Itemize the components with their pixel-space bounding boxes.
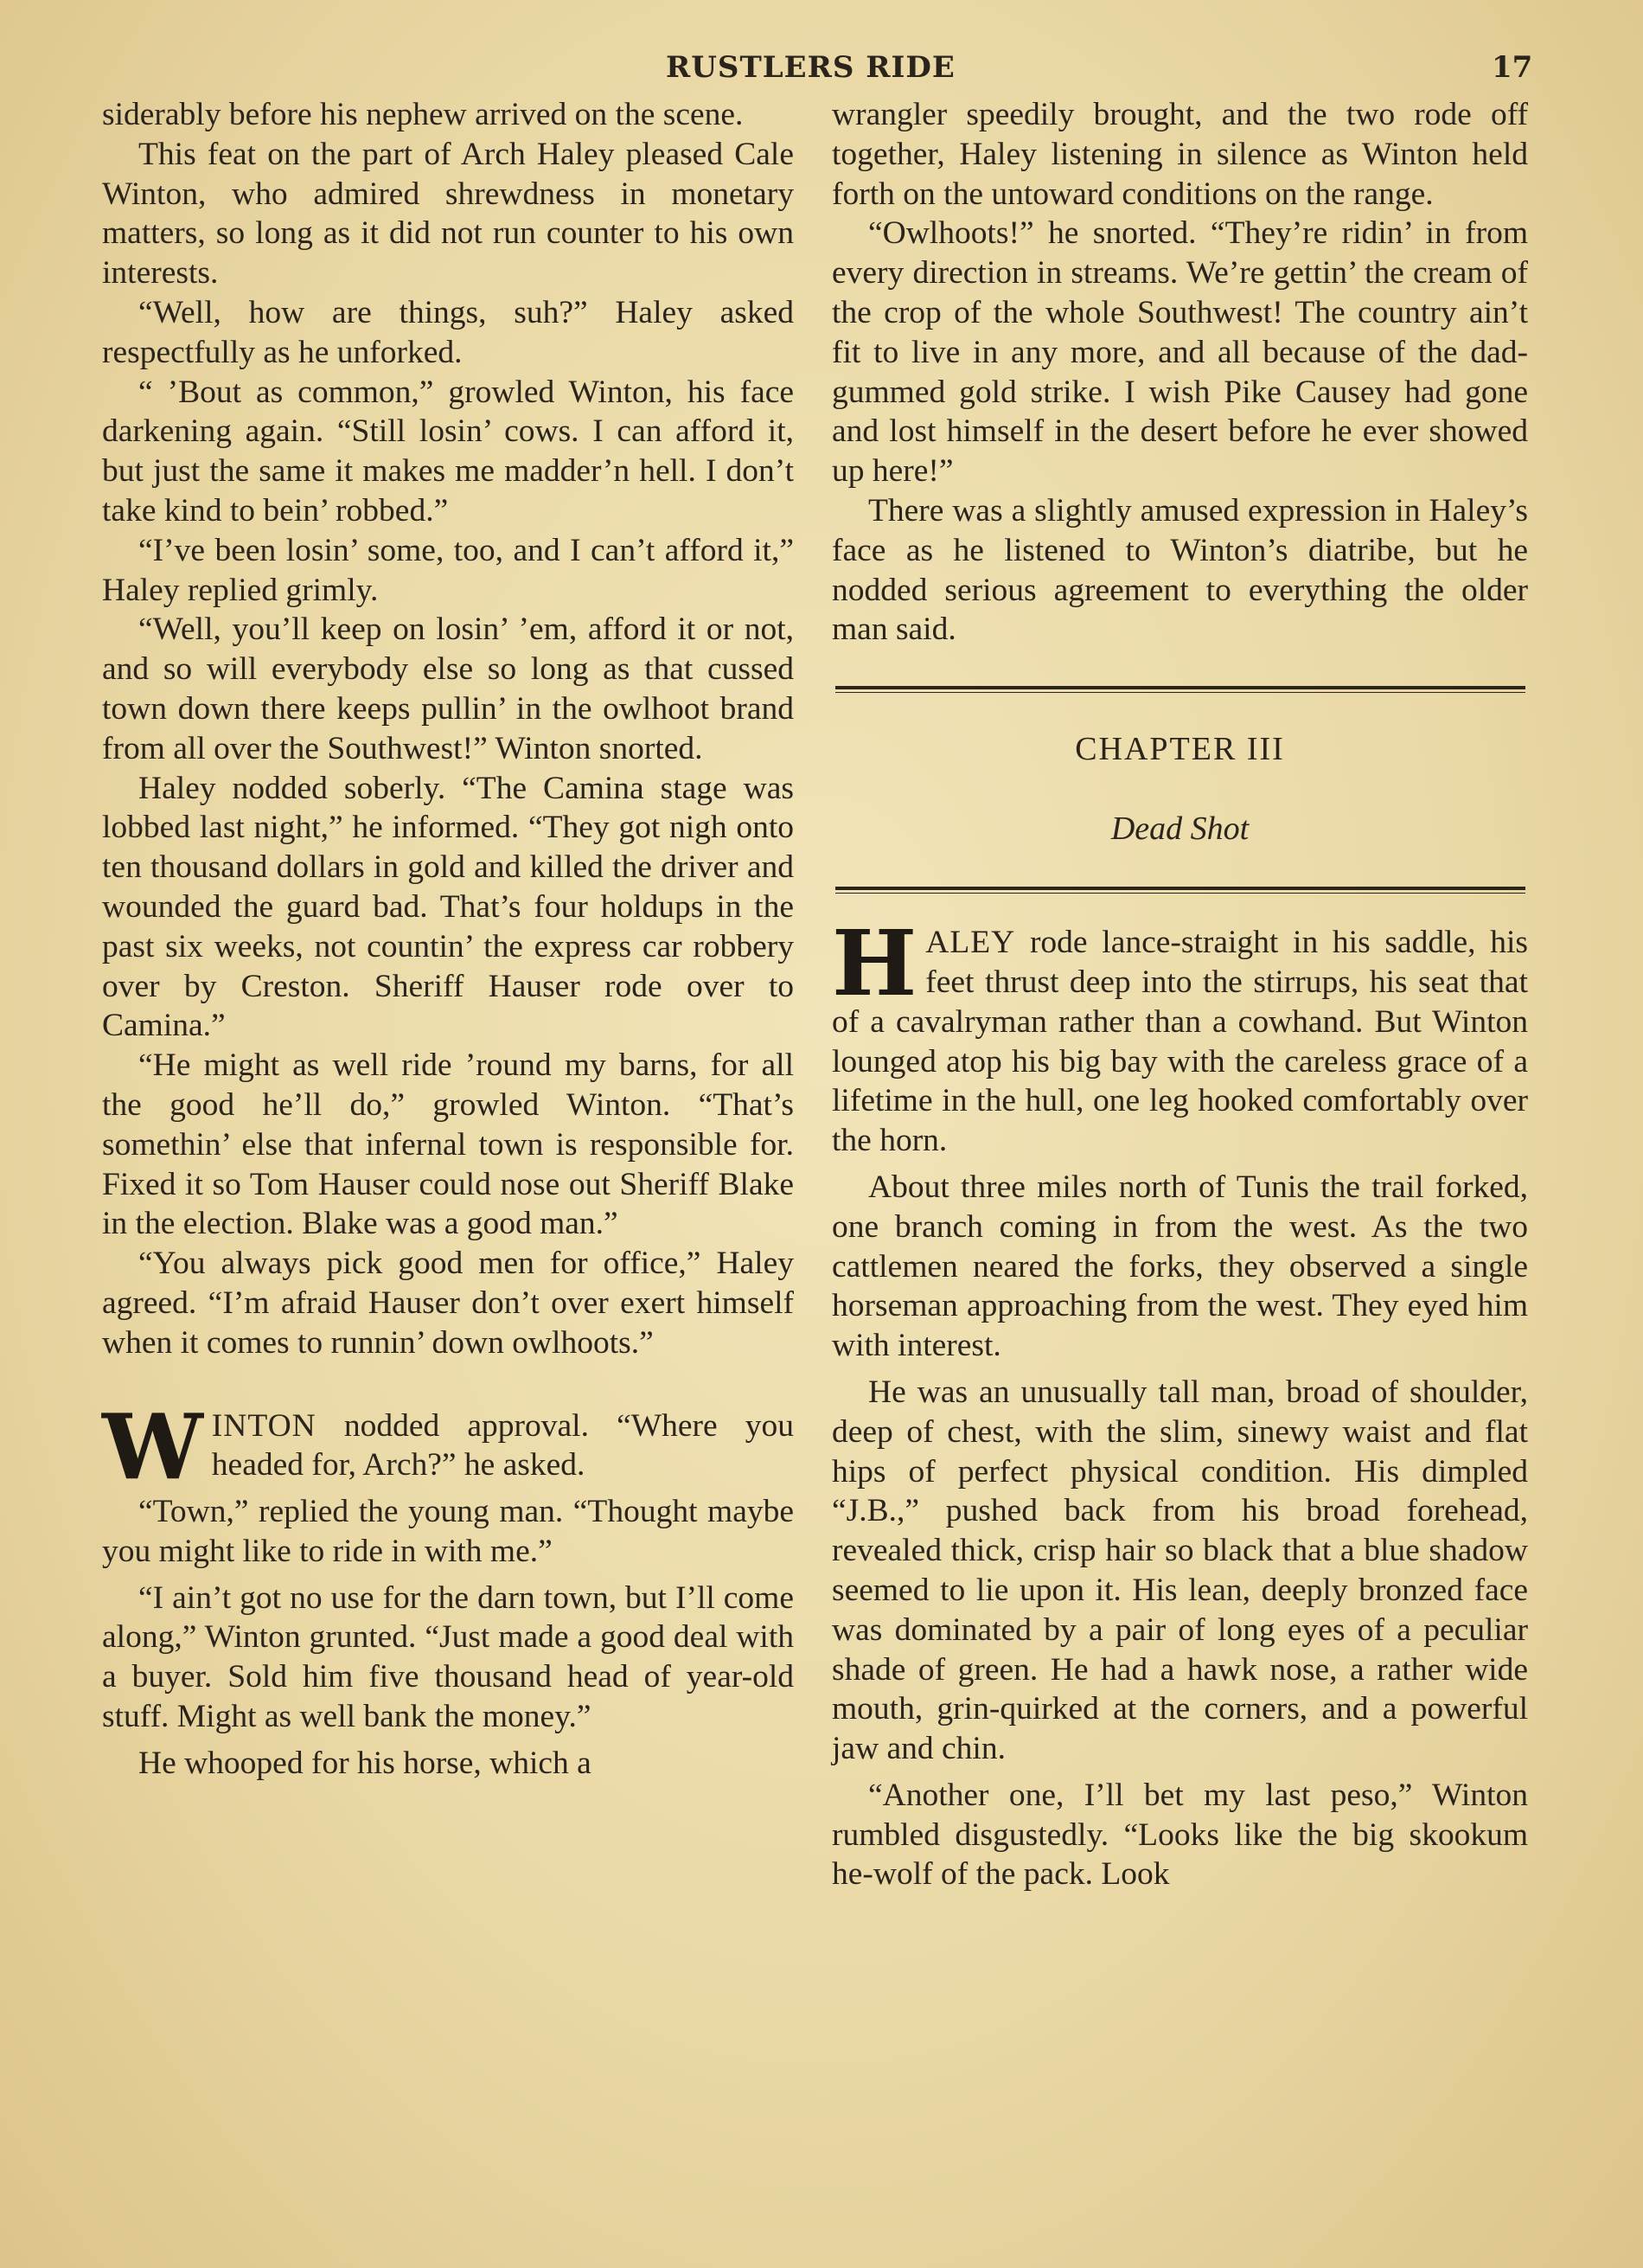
drop-cap: W xyxy=(102,1393,203,1500)
paragraph: “Town,” replied the young man. “Thought maybe you might like to ride in with me.” xyxy=(102,1494,794,1569)
paragraph: He whooped for his horse, which a xyxy=(138,1745,591,1781)
paragraph: “Well, you’ll keep on losin’ ’em, afford it or not, and so will everybody else so long as that cussed town down there keeps pullin’ in the owlhoot brand from all over the Southwest!” Winton snorted. xyxy=(102,612,794,766)
dropcap-paragraph xyxy=(102,1393,794,1500)
paragraph: siderably before his nephew arrived on the scene. xyxy=(102,97,744,132)
running-title: RUSTLERS RIDE xyxy=(666,50,956,85)
right-column xyxy=(832,95,1528,1894)
drop-cap: H xyxy=(832,910,917,1017)
paragraph: “You always pick good men for office,” Haley agreed. “I’m afraid Hauser don’t over exert himself when it comes to runnin’ down owlhoots.” xyxy=(102,1246,794,1361)
paragraph: “He might as well ride ’round my barns, for all the good he’ll do,” growled Winton. “That’s somethin’ else that infernal town is responsible for. Fixed it so Tom Hauser could nose out Sheriff Blake in the election. Blake was a good man.” xyxy=(102,1048,794,1242)
chapter-rule-bottom xyxy=(835,887,1525,894)
paragraph: He was an unusually tall man, broad of shoulder, deep of chest, with the slim, sinewy waist and flat hips of perfect physical condition. His dimpled “J.B.,” pushed back from his broad forehead, revealed thick, crisp hair so black that a blue shadow seemed to lie upon it. His lean, deeply bronzed face was dominated by a pair of long eyes of a peculiar shade of green. He had a hawk nose, a rather wide mouth, grin-quirked at the corners, and a powerful jaw and chin. xyxy=(832,1374,1528,1767)
page-number: 17 xyxy=(1492,50,1533,85)
chapter-rule-top xyxy=(835,686,1525,693)
section-break xyxy=(102,1363,794,1406)
lead-in-caps: ALEY xyxy=(925,925,1016,961)
paragraph-text: nodded approval. “Where you headed for, Arch?” he asked. xyxy=(211,1407,794,1483)
lead-in-caps: INTON xyxy=(211,1407,316,1444)
page-header xyxy=(0,50,1643,93)
paragraph: “ ’Bout as common,” growled Winton, his face darkening again. “Still losin’ cows. I can afford it, but just the same it makes me madder’n hell. I don’t take kind to bein’ robbed.” xyxy=(102,374,794,529)
dropcap-paragraph xyxy=(832,910,1528,1161)
chapter-title: Dead Shot xyxy=(1110,810,1250,848)
paragraph: wrangler speedily brought, and the two rode off together, Haley listening in silence as Winton held forth on the untoward conditions on the range. xyxy=(832,97,1528,212)
paragraph: “Owlhoots!” he snorted. “They’re ridin’ in from every direction in streams. We’re gettin’ the cream of the crop of the whole Southwest! The country ain’t fit to live in any more, and all because of the dad-gummed gold strike. I wish Pike Causey had gone and lost himself in the desert before he ever showed up here!” xyxy=(832,215,1528,490)
paragraph-text: rode lance-straight in his saddle, his feet thrust deep into the stirrups, his seat that of a cavalryman rather than a cowhand. But Winton lounged atop his big bay with the careless grace of a lifetime in the hull, one leg hooked comfortably over the horn. xyxy=(832,925,1528,1159)
chapter-number: CHAPTER III xyxy=(1075,731,1285,768)
paragraph: About three miles north of Tunis the trail forked, one branch coming in from the west. As the two cattlemen neared the forks, they observed a single horseman approaching from the west. They eyed him with interest. xyxy=(832,1169,1528,1364)
paragraph: “Another one, I’ll bet my last peso,” Winton rumbled disgustedly. “Looks like the big skookum he-wolf of the pack. Look xyxy=(832,1777,1528,1893)
paragraph: “I ain’t got no use for the darn town, but I’ll come along,” Winton grunted. “Just made a good deal with a buyer. Sold him five thousand head of year-old stuff. Might as well bank the money.” xyxy=(102,1579,794,1735)
left-column xyxy=(102,95,794,1784)
paragraph: “I’ve been losin’ some, too, and I can’t afford it,” Haley replied grimly. xyxy=(102,532,794,608)
chapter-heading xyxy=(832,693,1528,887)
paragraph: Haley nodded soberly. “The Camina stage was lobbed last night,” he informed. “They got nigh onto ten thousand dollars in gold and killed the driver and wounded the guard bad. That’s four holdups in the past six weeks, not countin’ the express car robbery over by Creston. Sheriff Hauser rode over to Camina.” xyxy=(102,770,794,1044)
paragraph: “Well, how are things, suh?” Haley asked respectfully as he unforked. xyxy=(102,294,794,370)
paragraph: This feat on the part of Arch Haley pleased Cale Winton, who admired shrewdness in monetary matters, so long as it did not run counter to his own interests. xyxy=(102,136,794,292)
paragraph: There was a slightly amused expression in Haley’s face as he listened to Winton’s diatribe, but he nodded serious agreement to everything the older man said. xyxy=(832,492,1528,648)
